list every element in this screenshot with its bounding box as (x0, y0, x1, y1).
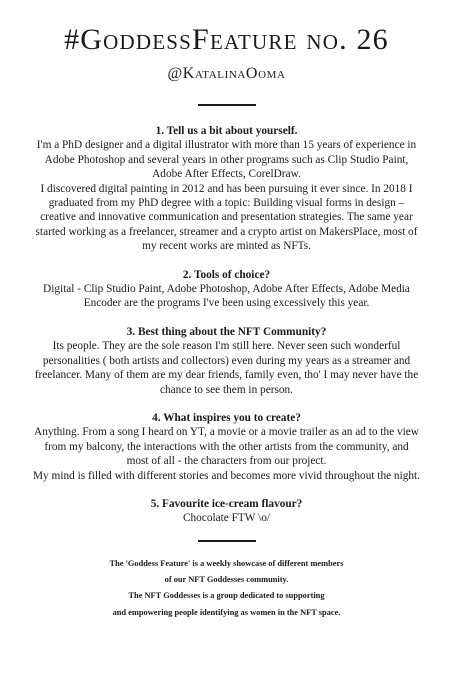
answer-line: I'm a PhD designer and a digital illustrator with more than 15 years of experience in (36, 139, 417, 152)
footer-line: of our NFT Goddesses community. (164, 575, 289, 585)
question-heading: 4. What inspires you to create? (152, 411, 301, 424)
answer-line: started working as a freelancer, streamer and a crypto artist on MakersPlace, most of (35, 225, 418, 238)
question-heading: 5. Favourite ice-cream flavour? (150, 497, 303, 510)
answer-line: My mind is filled with different stories and becomes more vivid throughout the night. (33, 469, 420, 482)
top-divider (198, 104, 256, 106)
page-title: #GoddessFeature no. 26 (64, 23, 389, 56)
answer-line: Chocolate FTW \o/ (182, 512, 271, 525)
qa-item-inspiration (10, 411, 443, 483)
answer-line: Adobe Photoshop and several years in other programs such as Clip Studio Paint, (44, 153, 409, 166)
qa-list (10, 124, 443, 526)
answer-line: from my balcony, the interactions with the other artists from the community, and (44, 440, 409, 453)
answer-line: I discovered digital painting in 2012 and has been pursuing it ever since. In 2018 I (40, 182, 413, 195)
qa-item-tools (10, 268, 443, 311)
footer-line: and empowering people identifying as women in the NFT space. (112, 607, 341, 617)
answer-line: Its people. They are the sole reason I'm still here. Never seen such wonderful (52, 340, 401, 353)
bottom-divider (198, 540, 256, 542)
answer-line: Digital - Clip Studio Paint, Adobe Photoshop, Adobe After Effects, Adobe Media (43, 283, 410, 296)
footer-line: The 'Goddess Feature' is a weekly showcase of different members (109, 558, 344, 568)
author-handle: @KatalinaOoma (167, 65, 286, 82)
question-heading: 2. Tools of choice? (182, 268, 271, 281)
answer-line: creative and innovative communication and presentation strategies. The same year (40, 211, 413, 224)
footer-note (10, 556, 443, 621)
answer-line: my recent works are minted as NFTs. (142, 240, 311, 253)
qa-item-community (10, 325, 443, 397)
answer-line: Anything. From a song I heard on YT, a movie or a movie trailer as an ad to the view (34, 426, 419, 439)
qa-item-ice-cream (10, 497, 443, 526)
question-heading: 1. Tell us a bit about yourself. (155, 125, 298, 137)
answer-line: freelancer. Many of them are my dear friends, family even, tho' I may never have the (34, 369, 419, 382)
qa-item-about (10, 124, 443, 254)
answer-line: personalities ( both artists and collectors) even during my years as a streamer and (42, 354, 411, 367)
answer-line: Encoder are the programs I've been using excessively this year. (83, 297, 370, 310)
answer-line: graduated from my PhD degree with a topic: Building visual forms in design – (48, 197, 405, 210)
answer-line: most of all - the characters from our project. (126, 455, 327, 468)
answer-line: Adobe After Effects, CorelDraw. (152, 168, 301, 181)
question-heading: 3. Best thing about the NFT Community? (126, 325, 327, 338)
footer-line: The NFT Goddesses is a group dedicated to supporting (128, 591, 325, 601)
answer-line: chance to see them in person. (159, 383, 293, 396)
